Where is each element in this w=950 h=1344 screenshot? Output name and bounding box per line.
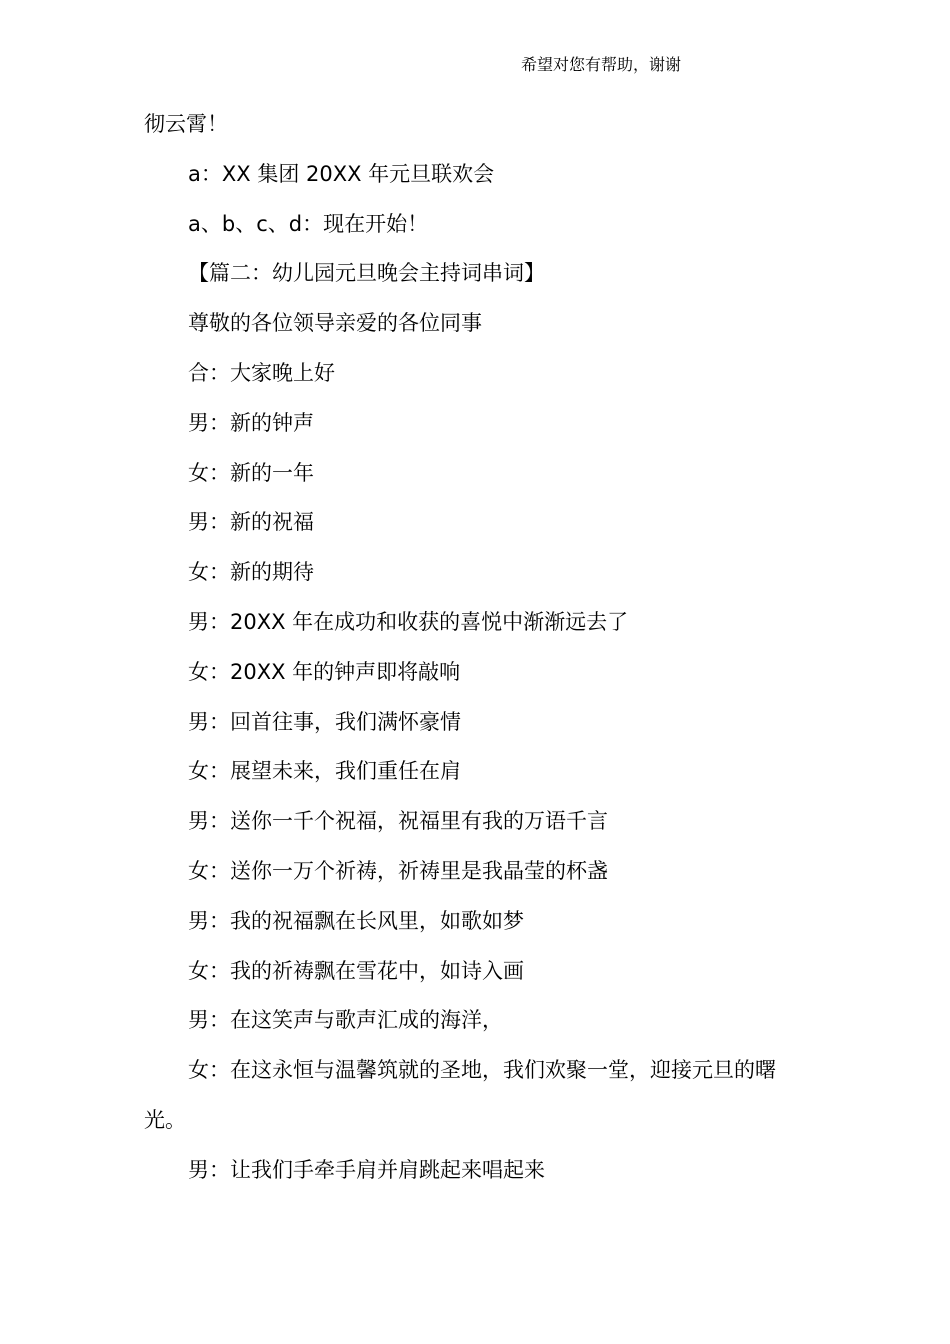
text-line: 男：送你一千个祝福，祝福里有我的万语千言: [188, 809, 608, 834]
section-heading: 【篇二：幼儿园元旦晚会主持词串词】: [188, 261, 545, 286]
text-line: 尊敬的各位领导亲爱的各位同事: [188, 311, 482, 336]
text-line: 男：我的祝福飘在长风里，如歌如梦: [188, 908, 524, 933]
text-line: 女：我的祈祷飘在雪花中，如诗入画: [188, 958, 524, 983]
text-line: 女：20XX 年的钟声即将敲响: [188, 659, 461, 684]
text-line: 男：让我们手牵手肩并肩跳起来唱起来: [188, 1157, 545, 1182]
text-line: 彻云霄！: [144, 112, 228, 136]
text-line: 女：展望未来，我们重任在肩: [188, 759, 461, 784]
text-line: a：XX 集团 20XX 年元旦联欢会: [188, 161, 495, 186]
text-line: a、b、c、d：现在开始！: [188, 211, 429, 236]
document-body: [144, 100, 824, 1196]
text-line: 男：新的钟声: [188, 410, 314, 435]
text-line: 男：回首往事，我们满怀豪情: [188, 709, 461, 734]
text-line: 女：在这永恒与温馨筑就的圣地，我们欢聚一堂，迎接元旦的曙: [188, 1058, 776, 1083]
text-line: 女：送你一万个祈祷，祈祷里是我晶莹的杯盏: [188, 858, 608, 883]
text-line: 女：新的期待: [188, 560, 314, 585]
text-line: 男：新的祝福: [188, 510, 314, 535]
text-line: 合：大家晚上好: [188, 360, 335, 385]
text-line: 女：新的一年: [188, 460, 314, 485]
header-note: 希望对您有帮助，谢谢: [521, 55, 682, 74]
text-line: 男：在这笑声与歌声汇成的海洋，: [188, 1008, 503, 1033]
text-line: 光。: [144, 1107, 186, 1132]
text-line: 男：20XX 年在成功和收获的喜悦中渐渐远去了: [188, 609, 629, 634]
